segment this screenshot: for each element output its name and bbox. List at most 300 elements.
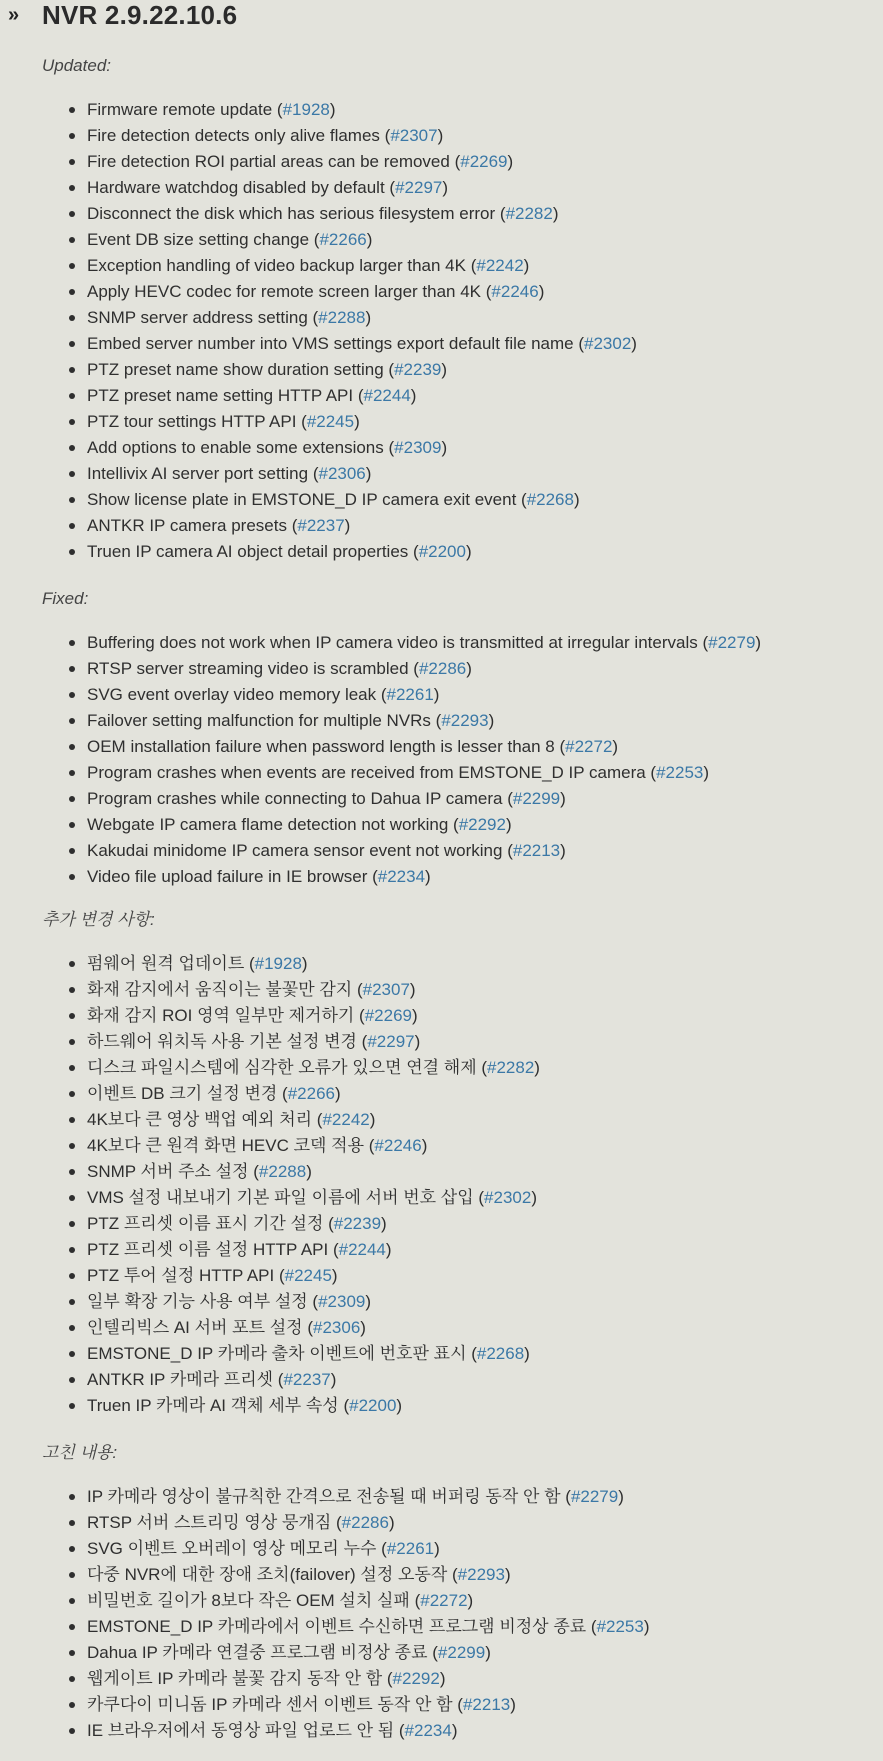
issue-link[interactable]: #2237 [283,1370,331,1389]
paren-close: ) [631,334,637,353]
paren-open: ( [495,204,506,223]
paren-open: ( [516,490,527,509]
list-item [0,760,761,786]
bullet-icon [69,1247,75,1253]
paren-close: ) [703,763,710,782]
paren-close: ) [365,1292,372,1311]
section-label-additional-changes-ko: 추가 변경 사항: [42,910,155,929]
issue-link[interactable]: #2269 [364,1006,412,1025]
issue-link[interactable]: #2292 [458,815,506,834]
paren-close: ) [531,1188,537,1207]
bullet-icon [69,471,75,477]
bullet-icon [69,1494,75,1500]
paren-close: ) [354,412,360,431]
list-item [0,1055,540,1081]
paren-open: ( [286,516,298,535]
paren-open: ( [274,1266,285,1285]
bullet-icon [69,1702,75,1708]
issue-link[interactable]: #2307 [362,980,410,999]
bullet-icon [69,692,75,698]
section-label-fixed: Fixed: [42,589,89,608]
item-text: Webgate IP camera flame detection not working [87,815,449,834]
issue-link[interactable]: #2234 [377,867,426,886]
list-item [0,1510,650,1536]
additional-changes-ko-list [0,951,540,1419]
issue-link[interactable]: #2272 [565,737,613,756]
issue-link[interactable]: #2288 [258,1162,307,1181]
list-item [0,1640,650,1666]
issue-link[interactable]: #2272 [420,1591,468,1610]
item-text: Truen IP camera AI object detail properties [87,542,409,561]
item-text: Fire detection ROI partial areas can be removed [87,152,450,171]
list-item [0,97,637,123]
paren-close: ) [369,1110,376,1129]
issue-link[interactable]: #2242 [476,256,524,275]
issue-link[interactable]: #2309 [318,1292,366,1311]
bullet-icon [69,211,75,217]
issue-link[interactable]: #2234 [404,1721,452,1740]
paren-open: ( [308,464,319,483]
list-item [0,305,637,331]
paren-close: ) [612,737,619,756]
item-text: Event DB size setting change [87,230,310,249]
paren-close: ) [560,789,566,808]
paren-open: ( [394,1721,405,1740]
issue-link[interactable]: #2253 [656,763,704,782]
list-item [0,279,637,305]
bullet-icon [69,133,75,139]
item-text: SVG event overlay video memory leak [87,685,377,704]
bullet-icon [69,419,75,425]
issue-link[interactable]: #2237 [297,516,345,535]
list-item [0,734,761,760]
item-text: ANTKR IP camera presets [87,516,287,535]
paren-open: ( [328,1240,339,1259]
bullet-icon [69,1377,75,1383]
paren-close: ) [755,633,762,652]
bullet-icon [69,1598,75,1604]
paren-open: ( [481,282,492,301]
list-item [0,539,637,565]
issue-link[interactable]: #2200 [418,542,466,561]
paren-open: ( [409,1591,421,1610]
bullet-icon [69,393,75,399]
bullet-icon [69,1351,75,1357]
bullet-icon [69,1520,75,1526]
bullet-icon [69,744,75,750]
paren-close: ) [618,1487,624,1506]
paren-close: ) [301,954,308,973]
bullet-icon [69,1195,75,1201]
issue-link[interactable]: #2239 [394,360,442,379]
issue-link[interactable]: #2253 [596,1617,644,1636]
section-label-fixed-ko: 고친 내용: [42,1443,118,1462]
bullet-icon [69,341,75,347]
list-item [0,708,761,734]
issue-link[interactable]: #2279 [570,1487,619,1506]
issue-link[interactable]: #2268 [476,1344,525,1363]
issue-link[interactable]: #1928 [282,100,330,119]
item-text: 인텔리빅스 AI 서버 포트 설정 [87,1318,303,1337]
item-text: Failover setting malfunction for multiple NVRs [87,711,431,730]
item-text: EMSTONE_D IP 카메라에서 이벤트 수신하면 프로그램 비정상 종료 [87,1617,587,1636]
paren-close: ) [451,1721,458,1740]
paren-open: ( [448,815,459,834]
paren-close: ) [331,1266,338,1285]
list-item [0,951,540,977]
issue-link[interactable]: #2261 [386,1539,435,1558]
list-item [0,1237,540,1263]
item-text: IP 카메라 영상이 불규칙한 간격으로 전송될 때 버퍼링 동작 안 함 [87,1487,561,1506]
list-item [0,1614,650,1640]
issue-link[interactable]: #2282 [487,1058,535,1077]
paren-close: ) [439,1669,446,1688]
list-item [0,253,637,279]
item-text: OEM installation failure when password length is lesser than 8 [87,737,555,756]
list-item [0,812,761,838]
paren-close: ) [388,1513,395,1532]
item-text: Exception handling of video backup larger than 4K [87,256,466,275]
paren-close: ) [485,1643,491,1662]
paren-close: ) [334,1084,341,1103]
item-text: ANTKR IP 카메라 프리셋 [87,1370,274,1389]
paren-close: ) [344,516,351,535]
paren-close: ) [507,152,514,171]
paren-close: ) [643,1617,650,1636]
paren-close: ) [442,178,449,197]
item-text: 웹게이트 IP 카메라 불꽃 감지 동작 안 함 [87,1669,383,1688]
issue-link[interactable]: #2268 [526,490,574,509]
paren-open: ( [697,633,709,652]
bullet-icon [69,1650,75,1656]
bullet-icon [69,315,75,321]
paren-open: ( [473,1188,485,1207]
paren-open: ( [476,1058,488,1077]
issue-link[interactable]: #2244 [338,1240,386,1259]
paren-close: ) [306,1162,312,1181]
bullet-icon [69,1169,75,1175]
bullet-icon [69,1143,75,1149]
item-text: 화재 감지에서 움직이는 불꽃만 감지 [87,980,353,999]
paren-open: ( [353,386,364,405]
paren-close: ) [538,282,545,301]
issue-link[interactable]: #2244 [363,386,411,405]
issue-link[interactable]: #2269 [460,152,508,171]
item-text: 이벤트 DB 크기 설정 변경 [87,1084,278,1103]
list-item [0,357,637,383]
paren-open: ( [502,789,513,808]
bullet-icon [69,1624,75,1630]
issue-link[interactable]: #2213 [462,1695,511,1714]
list-item [0,1393,540,1419]
item-text: VMS 설정 내보내기 기본 파일 이름에 서버 번호 삽입 [87,1188,474,1207]
bullet-icon [69,523,75,529]
list-item [0,838,761,864]
bullet-icon [69,497,75,503]
bullet-icon [69,1299,75,1305]
paren-close: ) [409,980,416,999]
issue-link[interactable]: #2288 [318,308,366,327]
item-text: 4K보다 큰 원격 화면 HEVC 코덱 적용 [87,1136,365,1155]
item-text: Embed server number into VMS settings export default file name [87,334,574,353]
list-item [0,1263,540,1289]
item-text: RTSP server streaming video is scrambled [87,659,409,678]
list-item [0,201,637,227]
issue-link[interactable]: #2302 [584,334,632,353]
bullet-icon [69,1273,75,1279]
paren-open: ( [379,126,391,145]
list-item [0,409,637,435]
paren-open: ( [573,334,585,353]
list-item [0,1562,650,1588]
bullet-icon [69,770,75,776]
list-item [0,630,761,656]
list-item [0,1211,540,1237]
list-item [0,786,761,812]
paren-open: ( [376,1539,387,1558]
item-text: SVG 이벤트 오버레이 영상 메모리 누수 [87,1539,377,1558]
paren-open: ( [383,438,395,457]
item-text: IE 브라우저에서 동영상 파일 업로드 안 됨 [87,1721,395,1740]
item-text: Video file upload failure in IE browser [87,867,368,886]
bullet-icon [69,1676,75,1682]
item-text: Dahua IP 카메라 연결중 프로그램 비정상 종료 [87,1643,428,1662]
bullet-icon [69,666,75,672]
paren-close: ) [504,1565,511,1584]
item-text: 일부 확장 기능 사용 여부 설정 [87,1292,308,1311]
list-item [0,175,637,201]
item-text: PTZ preset name show duration setting [87,360,384,379]
item-text: Add options to enable some extensions [87,438,384,457]
issue-link[interactable]: #2293 [441,711,489,730]
item-text: Intellivix AI server port setting [87,464,309,483]
paren-close: ) [421,1136,428,1155]
paren-open: ( [277,1084,288,1103]
bullet-icon [69,237,75,243]
paren-close: ) [560,841,566,860]
paren-open: ( [586,1617,597,1636]
list-item [0,656,761,682]
bullet-icon [69,961,75,967]
issue-link[interactable]: #2282 [505,204,553,223]
list-item [0,1484,650,1510]
issue-link[interactable]: #2293 [457,1565,505,1584]
paren-open: ( [364,1136,375,1155]
paren-close: ) [425,867,431,886]
paren-close: ) [465,542,472,561]
paren-open: ( [354,1006,365,1025]
paren-close: ) [488,711,495,730]
item-text: Buffering does not work when IP camera video is transmitted at irregular intervals [87,633,698,652]
bullet-icon [69,822,75,828]
bullet-icon [69,987,75,993]
bullet-icon [69,1117,75,1123]
paren-close: ) [441,360,448,379]
paren-close: ) [412,1006,418,1025]
list-item [0,123,637,149]
bullet-icon [69,367,75,373]
paren-open: ( [382,1669,393,1688]
list-item [0,1081,540,1107]
paren-close: ) [437,126,444,145]
paren-open: ( [408,542,419,561]
list-item [0,682,761,708]
list-item [0,1666,650,1692]
item-text: PTZ 프리셋 이름 설정 HTTP API [87,1240,329,1259]
paren-open: ( [554,737,566,756]
paren-open: ( [502,841,513,860]
paren-close: ) [573,490,580,509]
paren-open: ( [449,152,461,171]
item-text: Firmware remote update [87,100,273,119]
issue-link[interactable]: #2307 [390,126,438,145]
paren-close: ) [523,256,530,275]
paren-open: ( [352,980,363,999]
paren-close: ) [365,464,372,483]
item-text: Disconnect the disk which has serious filesystem error [87,204,496,223]
bullet-icon [69,263,75,269]
paren-close: ) [396,1396,403,1415]
issue-link[interactable]: #2286 [418,659,467,678]
bullet-icon [69,445,75,451]
list-item [0,1315,540,1341]
list-item [0,1289,540,1315]
bullet-icon [69,796,75,802]
issue-link[interactable]: #2292 [392,1669,440,1688]
issue-link[interactable]: #2306 [318,464,366,483]
paren-open: ( [272,100,283,119]
item-text: PTZ tour settings HTTP API [87,412,297,431]
item-text: 비밀번호 길이가 8보다 작은 OEM 설치 실패 [87,1591,410,1610]
item-text: Kakudai minidome IP camera sensor event not working [87,841,503,860]
issue-link[interactable]: #2299 [512,789,561,808]
item-text: Program crashes while connecting to Dahua IP camera [87,789,503,808]
paren-open: ( [427,1643,438,1662]
issue-link[interactable]: #2245 [306,412,355,431]
release-header [8,0,237,30]
issue-link[interactable]: #2279 [708,633,756,652]
list-item [0,1692,650,1718]
paren-close: ) [466,659,472,678]
bullet-icon [69,874,75,880]
list-item [0,1341,540,1367]
paren-open: ( [323,1214,334,1233]
bullet-icon [69,1091,75,1097]
paren-open: ( [466,1344,477,1363]
paren-close: ) [381,1214,387,1233]
paren-close: ) [552,204,559,223]
list-item [0,1159,540,1185]
list-item [0,1003,540,1029]
issue-link[interactable]: #2297 [367,1032,415,1051]
list-item [0,1133,540,1159]
collapse-chevron-icon[interactable]: » [8,4,20,26]
item-text: EMSTONE_D IP 카메라 출차 이벤트에 번호판 표시 [87,1344,467,1363]
item-text: 다중 NVR에 대한 장애 조치(failover) 설정 오동작 [87,1565,448,1584]
issue-link[interactable]: #2266 [287,1084,335,1103]
paren-close: ) [505,815,512,834]
bullet-icon [69,1728,75,1734]
item-text: 4K보다 큰 영상 백업 예외 처리 [87,1110,313,1129]
list-item [0,1367,540,1393]
paren-close: ) [385,1240,392,1259]
bullet-icon [69,1546,75,1552]
issue-link[interactable]: #2297 [395,178,443,197]
list-item [0,1536,650,1562]
bullet-icon [69,549,75,555]
item-text: 화재 감지 ROI 영역 일부만 제거하기 [87,1006,355,1025]
issue-link[interactable]: #2242 [322,1110,370,1129]
paren-open: ( [430,711,442,730]
issue-link[interactable]: #2261 [386,685,434,704]
paren-open: ( [244,954,255,973]
bullet-icon [69,1572,75,1578]
issue-link[interactable]: #1928 [254,954,302,973]
issue-link[interactable]: #2302 [484,1188,532,1207]
fixed-ko-list [0,1484,650,1744]
issue-link[interactable]: #2299 [437,1643,486,1662]
list-item [0,331,637,357]
issue-link[interactable]: #2200 [349,1396,397,1415]
bullet-icon [69,107,75,113]
issue-link[interactable]: #2239 [333,1214,382,1233]
list-item [0,1029,540,1055]
item-text: 카쿠다이 미니돔 IP 카메라 센서 이벤트 동작 안 함 [87,1695,453,1714]
issue-link[interactable]: #2246 [374,1136,422,1155]
paren-close: ) [360,1318,366,1337]
paren-close: ) [410,386,417,405]
item-text: PTZ preset name setting HTTP API [87,386,354,405]
paren-close: ) [510,1695,516,1714]
paren-open: ( [248,1162,259,1181]
bullet-icon [69,1039,75,1045]
list-item [0,1107,540,1133]
paren-open: ( [408,659,419,678]
paren-open: ( [452,1695,463,1714]
item-text: 펌웨어 원격 업데이트 [87,954,245,973]
paren-close: ) [534,1058,540,1077]
paren-open: ( [309,230,320,249]
paren-close: ) [434,1539,440,1558]
item-text: Show license plate in EMSTONE_D IP camera exit event [87,490,517,509]
bullet-icon [69,289,75,295]
item-text: PTZ 투어 설정 HTTP API [87,1266,275,1285]
issue-link[interactable]: #2286 [341,1513,389,1532]
list-item [0,149,637,175]
issue-link[interactable]: #2266 [319,230,367,249]
bullet-icon [69,185,75,191]
section-label-updated: Updated: [42,56,111,75]
paren-open: ( [447,1565,458,1584]
paren-close: ) [441,438,448,457]
issue-link[interactable]: #2306 [313,1318,361,1337]
issue-link[interactable]: #2213 [512,841,561,860]
paren-open: ( [296,412,307,431]
issue-link[interactable]: #2246 [491,282,539,301]
item-text: 하드웨어 워치독 사용 기본 설정 변경 [87,1032,357,1051]
paren-open: ( [560,1487,571,1506]
paren-open: ( [302,1318,313,1337]
issue-link[interactable]: #2309 [394,438,442,457]
paren-open: ( [312,1110,323,1129]
list-item [0,487,637,513]
paren-open: ( [384,178,396,197]
paren-close: ) [433,685,440,704]
list-item [0,1718,650,1744]
paren-open: ( [356,1032,368,1051]
issue-link[interactable]: #2245 [284,1266,332,1285]
item-text: Truen IP 카메라 AI 객체 세부 속성 [87,1396,339,1415]
